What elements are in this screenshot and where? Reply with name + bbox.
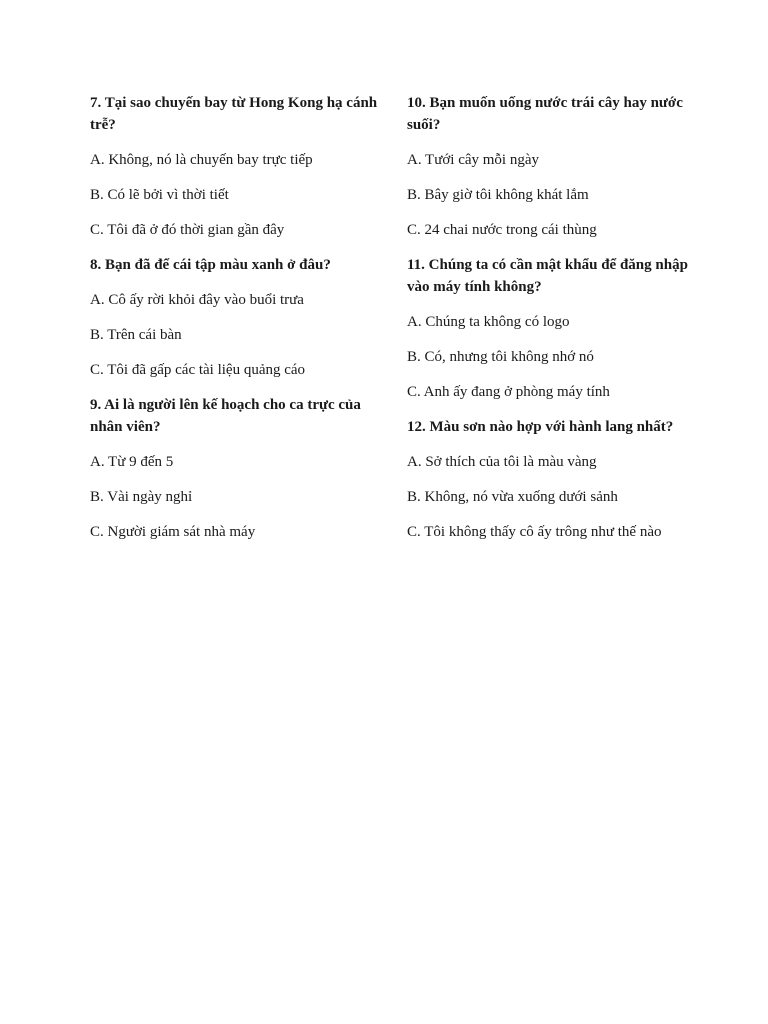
left-column (90, 92, 380, 556)
question-8: 8. Bạn đã để cái tập màu xanh ở đâu? (90, 257, 331, 273)
right-column (407, 92, 697, 556)
question-block-7 (90, 92, 380, 241)
answer-11a: A. Chúng ta không có logo (407, 314, 570, 330)
answer-8b: B. Trên cái bàn (90, 327, 182, 343)
answer-7b: B. Có lẽ bởi vì thời tiết (90, 187, 229, 203)
question-11: 11. Chúng ta có cần mật khẩu để đăng nhập vào máy tính không? (407, 257, 688, 295)
answer-9b: B. Vài ngày nghỉ (90, 489, 193, 505)
answer-11b: B. Có, nhưng tôi không nhớ nó (407, 349, 594, 365)
question-block-12 (407, 416, 697, 543)
answer-9c: C. Người giám sát nhà máy (90, 524, 256, 540)
answer-12a: A. Sở thích của tôi là màu vàng (407, 454, 597, 470)
answer-8a: A. Cô ấy rời khỏi đây vào buổi trưa (90, 292, 304, 308)
question-7: 7. Tại sao chuyến bay từ Hong Kong hạ cánh trễ? (90, 95, 378, 133)
question-block-10 (407, 92, 697, 241)
answer-8c: C. Tôi đã gấp các tài liệu quảng cáo (90, 362, 306, 378)
question-12: 12. Màu sơn nào hợp với hành lang nhất? (407, 419, 674, 435)
question-10: 10. Bạn muốn uống nước trái cây hay nước suối? (407, 95, 683, 133)
answer-11c: C. Anh ấy đang ở phòng máy tính (407, 384, 610, 400)
answer-7c: C. Tôi đã ở đó thời gian gần đây (90, 222, 285, 238)
question-block-11 (407, 254, 697, 403)
question-9: 9. Ai là người lên kế hoạch cho ca trực của nhân viên? (90, 397, 361, 435)
question-block-9 (90, 394, 380, 543)
answer-10a: A. Tưới cây mỗi ngày (407, 152, 540, 168)
answer-7a: A. Không, nó là chuyến bay trực tiếp (90, 152, 313, 168)
answer-10c: C. 24 chai nước trong cái thùng (407, 222, 597, 238)
answer-9a: A. Từ 9 đến 5 (90, 454, 174, 470)
answer-12b: B. Không, nó vừa xuống dưới sảnh (407, 489, 618, 505)
answer-10b: B. Bây giờ tôi không khát lắm (407, 187, 589, 203)
answer-12c: C. Tôi không thấy cô ấy trông như thế nào (407, 524, 662, 540)
question-block-8 (90, 254, 380, 381)
